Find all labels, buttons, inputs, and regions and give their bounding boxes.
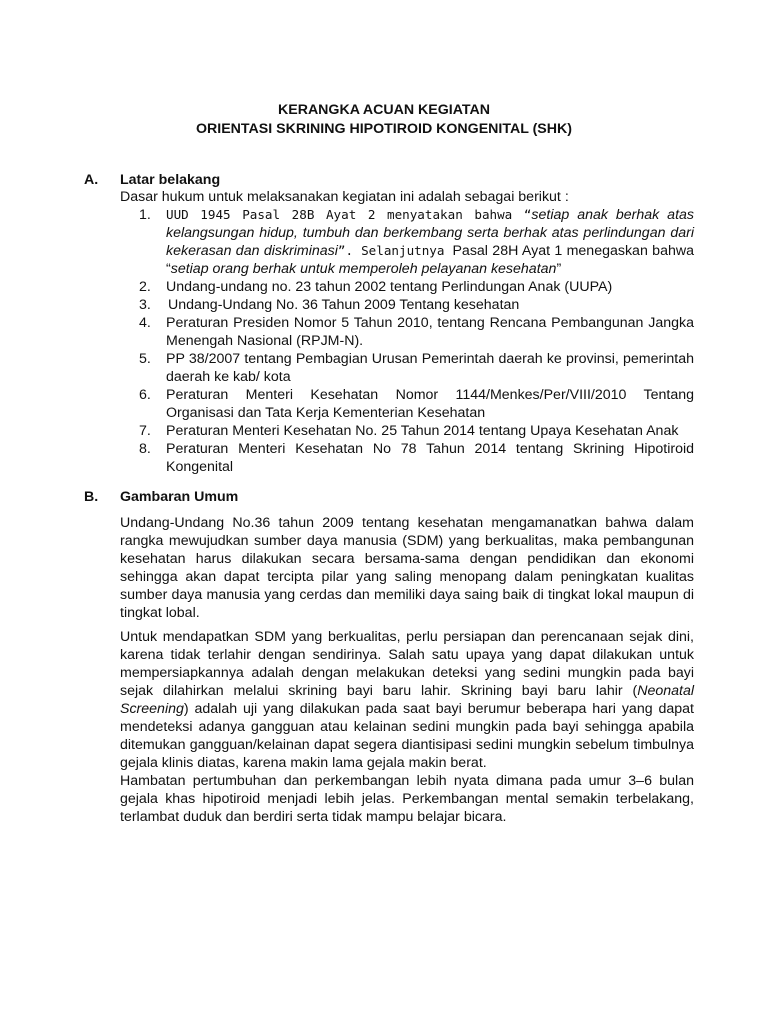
item1-mid-normal: Pasal 28H Ayat 1 menegaskan bahwa “ <box>166 243 694 277</box>
paragraph-2-italic: Neonatal Screening <box>120 683 694 717</box>
item1-mid: ”. Selanjutnya <box>337 243 453 258</box>
list-item <box>120 278 694 296</box>
list-item-number: 5. <box>139 351 151 367</box>
item1-quote-b: setiap orang berhak untuk memperoleh pelayanan kesehatan <box>170 261 557 277</box>
list-item-text: Peraturan Menteri Kesehatan No 78 Tahun 2014 tentang Skrining Hipotiroid Kongenital <box>166 441 694 475</box>
list-item <box>120 350 694 386</box>
paragraph-3: Hambatan pertumbuhan dan perkembangan lebih nyata dimana pada umur 3–6 bulan gejala khas hipotiroid menjadi lebih jelas. Perkembangan mental semakin terbelakang, terlambat duduk dan berdiri serta tidak mampu belajar bicara. <box>120 773 694 825</box>
list-item-text: PP 38/2007 tentang Pembagian Urusan Pemerintah daerah ke provinsi, pemerintah daerah ke kab/ kota <box>166 351 694 385</box>
legal-basis-list <box>120 206 694 476</box>
list-item <box>120 386 694 422</box>
document-title-line1: KERANGKA ACUAN KEGIATAN <box>277 102 490 118</box>
item1-lead: UUD 1945 Pasal 28B Ayat 2 menyatakan bahwa “ <box>166 207 532 222</box>
list-item-text: Undang-Undang No. 36 Tahun 2009 Tentang kesehatan <box>168 297 520 313</box>
list-item-number: 8. <box>139 441 151 457</box>
paragraph-1: Undang-Undang No.36 tahun 2009 tentang kesehatan mengamanatkan bahwa dalam rangka mewujudkan sumber daya manusia (SDM) yang berkualitas, maka pembangunan kesehatan harus dilakukan secara bersama-sama dengan pendidikan dan ekonomi sehingga akan dapat tercipta pilar yang saling menopang dalam peningkatan kualitas sumber daya manusia yang cerdas dan memiliki daya saing baik di tingkat lokal maupun di tingkat lobal. <box>120 515 694 621</box>
list-item-text: Peraturan Menteri Kesehatan No. 25 Tahun 2014 tentang Upaya Kesehatan Anak <box>166 423 679 439</box>
list-item-number: 4. <box>139 315 151 331</box>
list-item-number: 6. <box>139 387 151 403</box>
list-item-number: 7. <box>139 423 151 439</box>
section-b-letter: B. <box>84 489 99 505</box>
item1-quote-a: setiap anak berhak atas kelangsungan hidup, tumbuh dan berkembang serta berhak atas perlindungan dari kekerasan dan diskriminasi <box>166 207 694 259</box>
section-a-letter: A. <box>84 172 99 188</box>
list-item <box>120 422 694 440</box>
list-item-number: 2. <box>139 279 151 295</box>
list-item <box>120 206 694 278</box>
list-item-text: Peraturan Menteri Kesehatan Nomor 1144/Menkes/Per/VIII/2010 Tentang Organisasi dan Tata Kerja Kementerian Kesehatan <box>166 387 694 421</box>
list-item-number: 3. <box>139 297 151 313</box>
list-item-text <box>166 207 694 277</box>
paragraph-2-part-a: Untuk mendapatkan SDM yang berkualitas, perlu persiapan dan perencanaan sejak dini, karena tidak terlahir dengan sendirinya. Salah satu upaya yang dapat dilakukan untuk mempersiapkannya adalah dengan melakukan deteksi yang sedini mungkin pada bayi sejak dilahirkan melalui skrining bayi baru lahir. Skrining bayi baru lahir ( <box>120 629 694 699</box>
list-item <box>120 314 694 350</box>
paragraph-2 <box>120 628 694 772</box>
document-title-line2: ORIENTASI SKRINING HIPOTIROID KONGENITAL (SHK) <box>196 121 572 137</box>
list-item <box>120 296 694 314</box>
list-item-text: Peraturan Presiden Nomor 5 Tahun 2010, tentang Rencana Pembangunan Jangka Menengah Nasional (RPJM-N). <box>166 315 694 349</box>
list-item-text: Undang-undang no. 23 tahun 2002 tentang Perlindungan Anak (UUPA) <box>166 279 613 295</box>
list-item-number: 1. <box>139 207 151 223</box>
section-b-heading: Gambaran Umum <box>120 489 239 505</box>
section-a-intro: Dasar hukum untuk melaksanakan kegiatan ini adalah sebagai berikut : <box>120 189 569 205</box>
item1-tail: ” <box>556 261 562 277</box>
section-a-heading: Latar belakang <box>120 172 221 188</box>
list-item <box>120 440 694 476</box>
paragraph-2-part-b: ) adalah uji yang dilakukan pada saat bayi berumur beberapa hari yang dapat mendeteksi adanya gangguan atau kelainan sedini mungkin pada bayi sehingga apabila ditemukan gangguan/kelainan dapat segera diantisipasi sedini mungkin sebelum timbulnya gejala klinis diatas, karena makin lama gejala makin berat. <box>120 701 694 771</box>
